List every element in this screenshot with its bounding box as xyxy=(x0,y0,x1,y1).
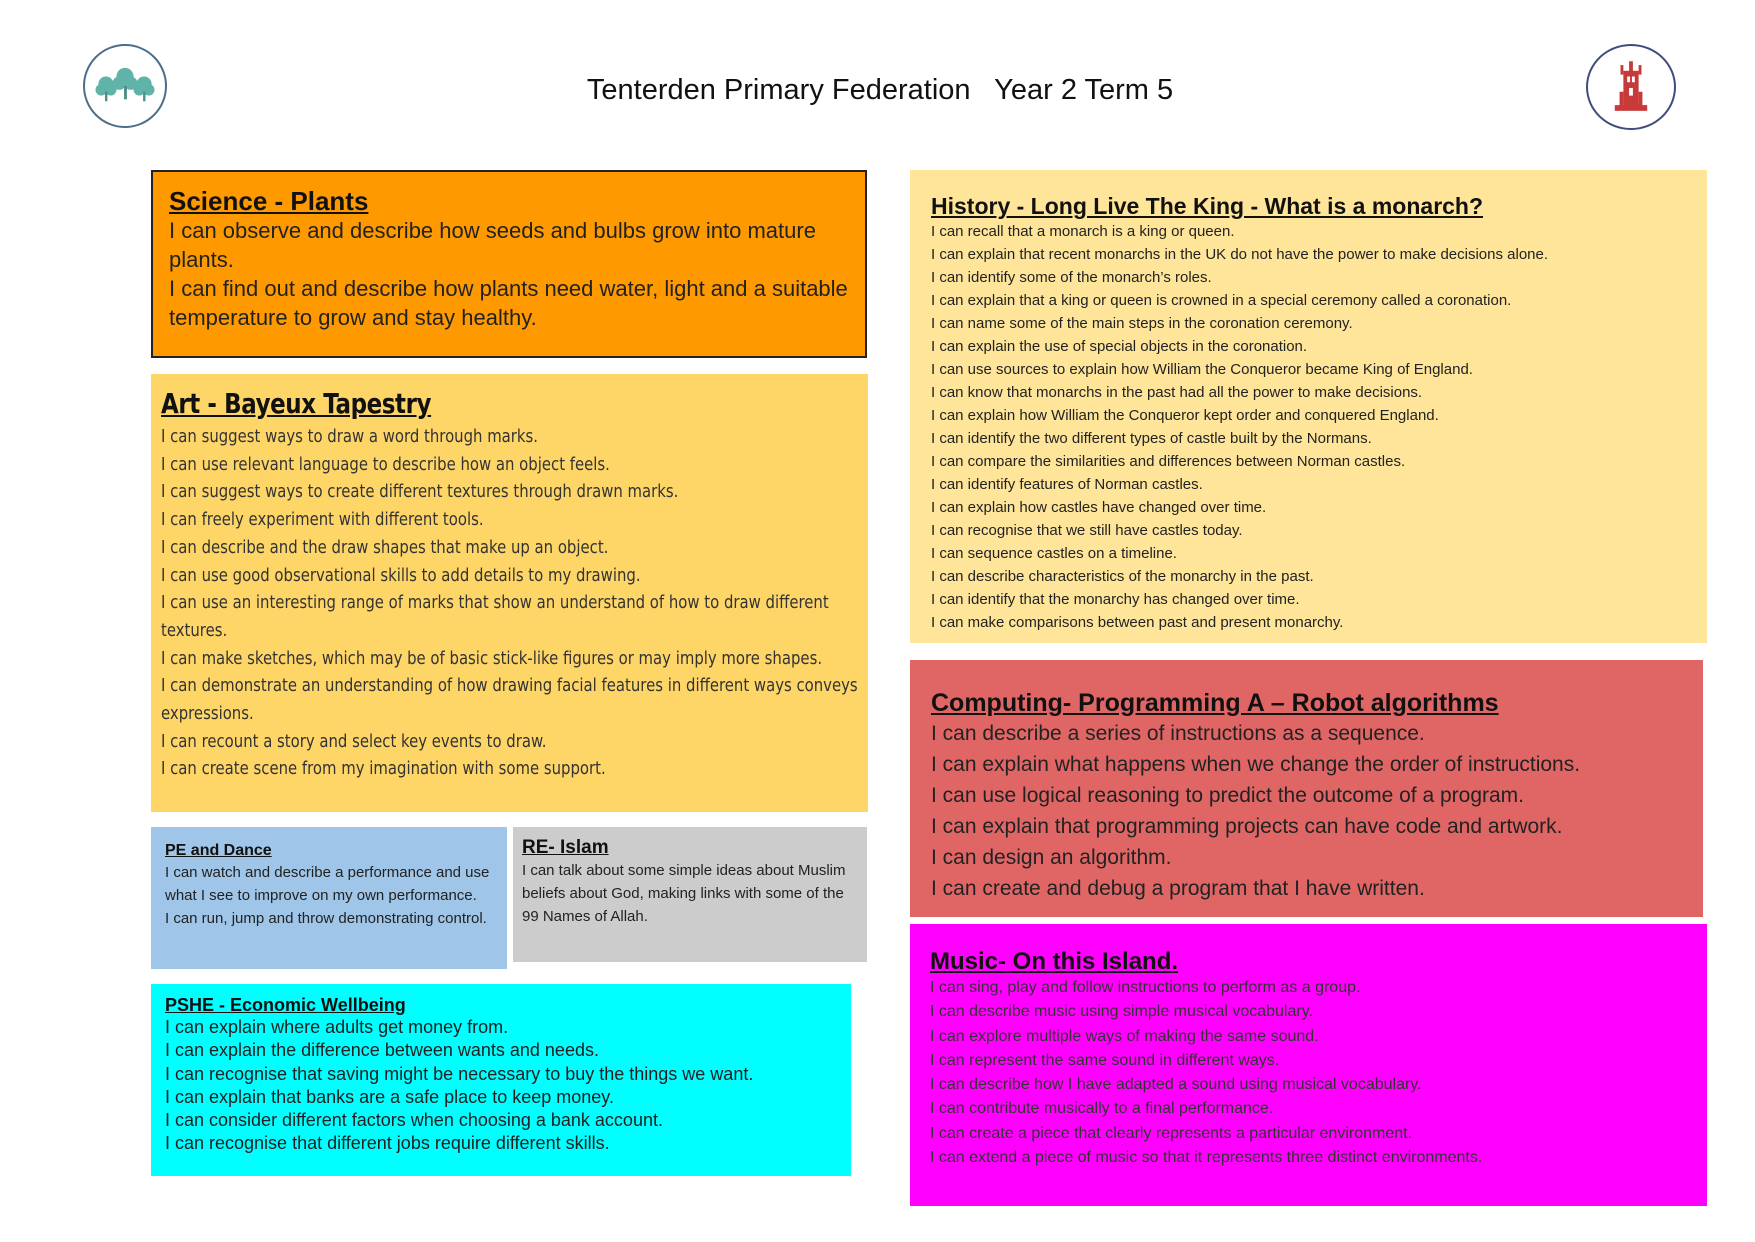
pshe-item: I can explain the difference between wants and needs. xyxy=(165,1040,599,1061)
pshe-item: I can explain where adults get money from. xyxy=(165,1017,509,1037)
pshe-panel xyxy=(151,984,851,1176)
history-item: I can describe characteristics of the monarchy in the past. xyxy=(931,568,1314,585)
art-item: I can use good observational skills to add details to my drawing. xyxy=(161,565,641,586)
art-item: I can make sketches, which may be of basic stick-like figures or may imply more shapes. xyxy=(161,648,823,669)
history-item: I can identify that the monarchy has changed over time. xyxy=(931,591,1300,608)
pe-item: I can watch and describe a performance and use what I see to improve on my own performance. xyxy=(165,864,490,904)
church-tower-icon xyxy=(1586,44,1676,130)
pshe-item: I can consider different factors when choosing a bank account. xyxy=(165,1110,663,1131)
art-title: Art - Bayeux Tapestry xyxy=(161,387,432,420)
science-item: I can observe and describe how seeds and bulbs grow into mature plants. xyxy=(169,218,816,272)
history-item: I can explain how castles have changed over time. xyxy=(931,499,1267,516)
art-item: I can use relevant language to describe how an object feels. xyxy=(161,454,610,475)
music-item: I can extend a piece of music so that it represents three distinct environments. xyxy=(930,1149,1483,1167)
music-item: I can describe how I have adapted a sound using musical vocabulary. xyxy=(930,1076,1422,1094)
music-item: I can describe music using simple musical vocabulary. xyxy=(930,1003,1313,1021)
art-item: I can describe and the draw shapes that make up an object. xyxy=(161,537,609,558)
art-item: I can suggest ways to draw a word through marks. xyxy=(161,427,539,447)
re-panel xyxy=(513,827,867,962)
computing-item: I can create and debug a program that I have written. xyxy=(931,877,1425,900)
science-title: Science - Plants xyxy=(169,186,369,216)
history-item: I can name some of the main steps in the coronation ceremony. xyxy=(931,315,1353,332)
pshe-item: I can explain that banks are a safe place to keep money. xyxy=(165,1086,614,1107)
history-item: I can make comparisons between past and present monarchy. xyxy=(931,614,1344,631)
computing-item: I can explain that programming projects can have code and artwork. xyxy=(931,815,1563,838)
pe-panel xyxy=(151,827,507,969)
pe-item: I can run, jump and throw demonstrating control. xyxy=(165,910,487,927)
art-panel xyxy=(151,374,868,812)
history-item: I can identify features of Norman castles. xyxy=(931,476,1203,493)
re-item: I can talk about some simple ideas about Muslim beliefs about God, making links with some of the 99 Names of Allah. xyxy=(522,862,846,925)
history-item: I can use sources to explain how William the Conqueror became King of England. xyxy=(931,361,1473,378)
history-item: I can explain that a king or queen is crowned in a special ceremony called a coronation. xyxy=(931,292,1512,309)
science-panel xyxy=(151,170,867,358)
art-item: I can create scene from my imagination with some support. xyxy=(161,759,606,780)
music-panel xyxy=(910,924,1707,1206)
history-item: I can explain how William the Conqueror kept order and conquered England. xyxy=(931,407,1439,424)
re-title: RE- Islam xyxy=(522,837,609,858)
history-item: I can explain that recent monarchs in the UK do not have the power to make decisions alone. xyxy=(931,246,1549,263)
music-item: I can represent the same sound in different ways. xyxy=(930,1051,1280,1069)
art-item: I can demonstrate an understanding of how drawing facial features in different ways conveys expressions. xyxy=(161,676,858,725)
art-item: I can use an interesting range of marks that show an understand of how to draw different textures. xyxy=(161,593,829,641)
computing-item: I can use logical reasoning to predict the outcome of a program. xyxy=(931,784,1525,807)
pshe-title: PSHE - Economic Wellbeing xyxy=(165,995,406,1015)
art-item: I can freely experiment with different tools. xyxy=(161,510,484,531)
pe-title: PE and Dance xyxy=(165,842,272,859)
history-item: I can sequence castles on a timeline. xyxy=(931,545,1177,562)
computing-item: I can design an algorithm. xyxy=(931,846,1172,869)
music-item: I can sing, play and follow instructions to perform as a group. xyxy=(930,979,1361,996)
computing-panel xyxy=(910,660,1703,917)
computing-title: Computing- Programming A – Robot algorithms xyxy=(931,689,1499,717)
music-item: I can contribute musically to a final performance. xyxy=(930,1100,1274,1118)
science-item: I can find out and describe how plants need water, light and a suitable temperature to grow and stay healthy. xyxy=(169,276,848,330)
music-title: Music- On this Island. xyxy=(930,948,1179,975)
history-title: History - Long Live The King - What is a monarch? xyxy=(931,193,1484,219)
three-trees-icon xyxy=(83,44,167,128)
pshe-item: I can recognise that saving might be necessary to buy the things we want. xyxy=(165,1063,754,1084)
history-item: I can explain the use of special objects in the coronation. xyxy=(931,338,1308,355)
history-item: I can know that monarchs in the past had all the power to make decisions. xyxy=(931,384,1423,401)
art-item: I can suggest ways to create different textures through drawn marks. xyxy=(161,482,679,503)
art-item: I can recount a story and select key events to draw. xyxy=(161,731,547,752)
pshe-item: I can recognise that different jobs require different skills. xyxy=(165,1133,610,1154)
history-item: I can recall that a monarch is a king or queen. xyxy=(931,223,1235,240)
history-item: I can identify some of the monarch’s roles. xyxy=(931,269,1212,286)
computing-item: I can explain what happens when we change the order of instructions. xyxy=(931,753,1581,776)
page-title: Tenterden Primary Federation Year 2 Term 5 xyxy=(586,74,1174,106)
music-item: I can create a piece that clearly represents a particular environment. xyxy=(930,1124,1413,1142)
history-item: I can identify the two different types of castle built by the Normans. xyxy=(931,430,1372,447)
history-panel xyxy=(910,170,1707,643)
music-item: I can explore multiple ways of making the same sound. xyxy=(930,1027,1319,1045)
history-item: I can compare the similarities and differences between Norman castles. xyxy=(931,453,1406,470)
computing-item: I can describe a series of instructions as a sequence. xyxy=(931,722,1425,745)
history-item: I can recognise that we still have castles today. xyxy=(931,522,1243,539)
